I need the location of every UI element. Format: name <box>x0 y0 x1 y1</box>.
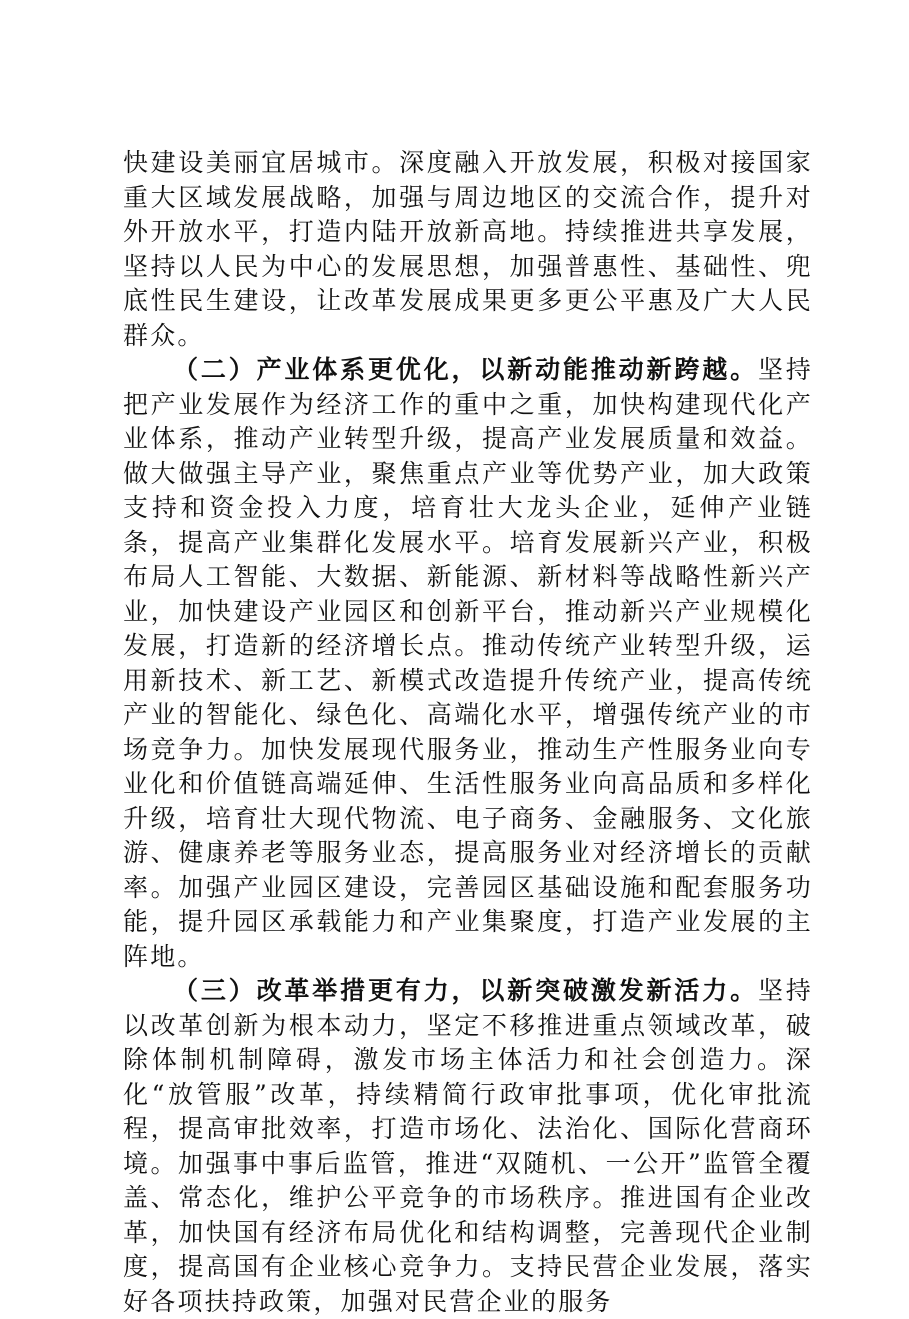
section-heading-3: （三）改革举措更有力，以新突破激发新活力。 <box>173 976 758 1005</box>
paragraph-body: 坚持以改革创新为根本动力，坚定不移推进重点领域改革，破除体制机制障碍，激发市场主体活力和社会创造力。深化“放管服”改革，持续精简行政审批事项，优化审批流程，提高审批效率，打造市场化、法治化、国际化营商环境。加强事中事后监管，推进“双随机、一公开”监管全覆盖、常态化，维护公平竞争的市场秩序。推进国有企业改革，加快国有经济布局优化和结构调整，完善现代企业制度，提高国有企业核心竞争力。支持民营企业发展，落实好各项扶持政策，加强对民营企业的服务 <box>123 976 814 1316</box>
paragraph-body: 快建设美丽宜居城市。深度融入开放发展，积极对接国家重大区域发展战略，加强与周边地区的交流合作，提升对外开放水平，打造内陆开放新高地。持续推进共享发展，坚持以人民为中心的发展思想，加强普惠性、基础性、兜底性民生建设，让改革发展成果更多更公平惠及广大人民群众。 <box>123 148 813 350</box>
paragraph-reform-measures <box>123 974 813 1319</box>
paragraph-body: 坚持把产业发展作为经济工作的重中之重，加快构建现代化产业体系，推动产业转型升级，提高产业发展质量和效益。做大做强主导产业，聚焦重点产业等优势产业，加大政策支持和资金投入力度，培育壮大龙头企业，延伸产业链条，提高产业集群化发展水平。培育发展新兴产业，积极布局人工智能、大数据、新能源、新材料等战略性新兴产业，加快建设产业园区和创新平台，推动新兴产业规模化发展，打造新的经济增长点。推动传统产业转型升级，运用新技术、新工艺、新模式改造提升传统产业，提高传统产业的智能化、绿色化、高端化水平，增强传统产业的市场竞争力。加快发展现代服务业，推动生产性服务业向专业化和价值链高端延伸、生活性服务业向高品质和多样化升级，培育壮大现代物流、电子商务、金融服务、文化旅游、健康养老等服务业态，提高服务业对经济增长的贡献率。加强产业园区建设，完善园区基础设施和配套服务功能，提升园区承载能力和产业集聚度，打造产业发展的主阵地。 <box>123 355 814 971</box>
paragraph-continuation <box>123 146 813 353</box>
section-heading-2: （二）产业体系更优化，以新动能推动新跨越。 <box>173 355 758 384</box>
paragraph-industry-system <box>123 353 813 974</box>
document-page <box>123 146 813 1319</box>
